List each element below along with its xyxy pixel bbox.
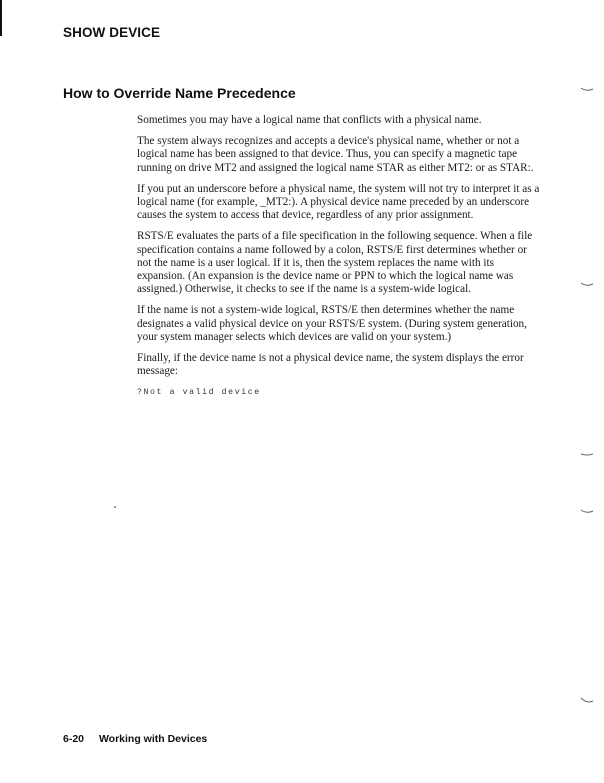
paragraph: RSTS/E evaluates the parts of a file specification in the following sequence. When a file specification contains a name followed by a colon, RSTS/E first determines whether or not the name is a user logical. If it is, then the system replaces the name with its expansion. (An expansion is the device name or PPN to which the logical name was assigned.) Otherwise, it checks to see if the name is a system-wide logical. — [137, 230, 533, 296]
binding-mark-icon — [580, 86, 594, 94]
page-footer — [63, 733, 207, 745]
paragraph: The system always recognizes and accepts a device's physical name, whether or not a logical name has been assigned to that device. Thus, you can specify a magnetic tape running on drive MT2 and assigned the logical name STAR as either MT2: or as STAR:. — [137, 135, 534, 174]
page-number: 6-20 — [63, 733, 85, 745]
binding-mark-icon — [580, 697, 594, 705]
chapter-title: Working with Devices — [98, 733, 208, 745]
binding-mark-icon — [580, 281, 594, 289]
margin-bar — [0, 0, 2, 36]
section-body — [137, 114, 542, 400]
section-title: How to Override Name Precedence — [63, 85, 296, 101]
binding-mark-icon — [580, 451, 594, 459]
binding-mark-icon — [580, 508, 594, 516]
paragraph: Sometimes you may have a logical name that conflicts with a physical name. — [137, 114, 482, 126]
paragraph: Finally, if the device name is not a physical device name, the system displays the error message: — [137, 352, 524, 378]
running-head: SHOW DEVICE — [63, 25, 161, 40]
error-message-code: ?Not a valid device — [137, 388, 261, 398]
paragraph: If the name is not a system-wide logical, RSTS/E then determines whether the name designates a valid physical device on your RSTS/E system. (During system generation, your system manager selects which devices are valid on your system.) — [137, 304, 527, 343]
speck-mark — [114, 506, 116, 508]
paragraph: If you put an underscore before a physical name, the system will not try to interpret it as a logical name (for example, _MT2:). A physical device name preceded by an underscore causes the system to access that device, regardless of any prior assignment. — [137, 182, 540, 222]
